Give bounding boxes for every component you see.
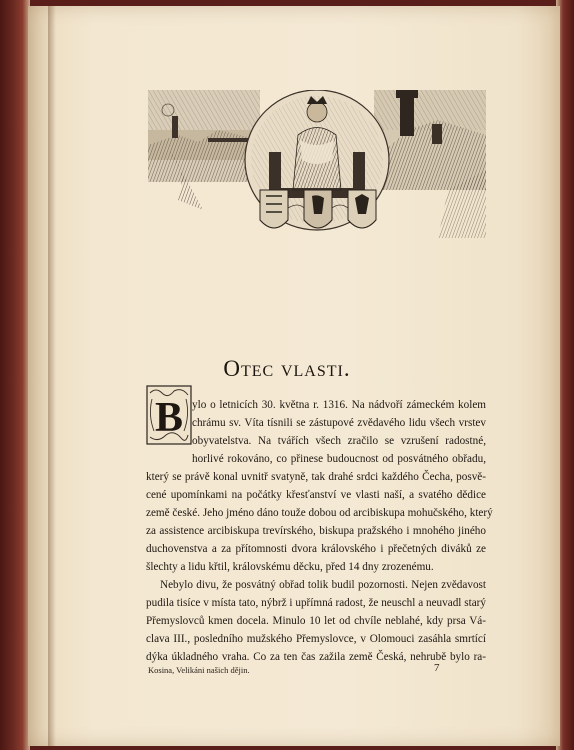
body-line: duchovenstva a za přítomnosti dvora královského i přečetných diváků ze xyxy=(146,543,486,555)
body-line: clava III., posledního mužského Přemyslovce, v Olomouci zasáhla smrtící xyxy=(146,633,486,645)
chapter-title: Otec vlasti. xyxy=(223,356,351,381)
body-line: který se právě konal uvnitř svatyně, tak drahé srdci každého Čecha, posvě- xyxy=(146,471,486,483)
headpiece-illustration xyxy=(148,90,486,238)
body-line: cené upomínkami na počátky křesťanství ve vlasti naší, a svatého dědice xyxy=(146,489,486,501)
body-line: horlivé rokováno, co přinese budoucnost od posvátného obřadu, xyxy=(192,453,486,465)
dropcap-letter: B xyxy=(154,395,184,441)
body-line: ylo o letnicích 30. května r. 1316. Na nádvoří zámeckém kolem xyxy=(192,399,486,411)
body-line: obyvatelstva. Na tvářích všech zračilo se vzrušení radostné, xyxy=(192,435,486,447)
body-line: Přemyslovců kmen docela. Minulo 10 let od chvíle neblahé, kdy prsa Vá- xyxy=(146,615,486,627)
body-line: Nebylo divu, že posvátný obřad tolik budil pozornosti. Nejen zvědavost xyxy=(160,579,486,591)
body-line: šlechty a lidu křtil, královskému děcku, před 14 dny zrozenému. xyxy=(146,561,434,573)
body-line: za assistence arcibiskupa trevírského, biskupa pražského i mnohého jiného xyxy=(146,525,486,537)
body-line: chrámu sv. Víta tísnili se zástupové zvědavého lidu všech vrstev xyxy=(192,417,486,429)
dropcap-initial xyxy=(146,385,192,445)
body-line: dýka úkladného vraha. Co za ten čas zažila země Česká, nehrubě bylo ra- xyxy=(146,651,486,663)
body-line: pudila tisíce v místa tato, nýbrž i upřímná radost, že neuschl a neuvadl starý xyxy=(146,597,486,609)
page-number: 7 xyxy=(434,662,440,674)
body-line: země české. Jeho jméno dáno touže dobou od arcibiskupa mohučského, který xyxy=(146,507,493,519)
footer-signature: Kosina, Velikáni našich dějin. xyxy=(148,665,250,675)
